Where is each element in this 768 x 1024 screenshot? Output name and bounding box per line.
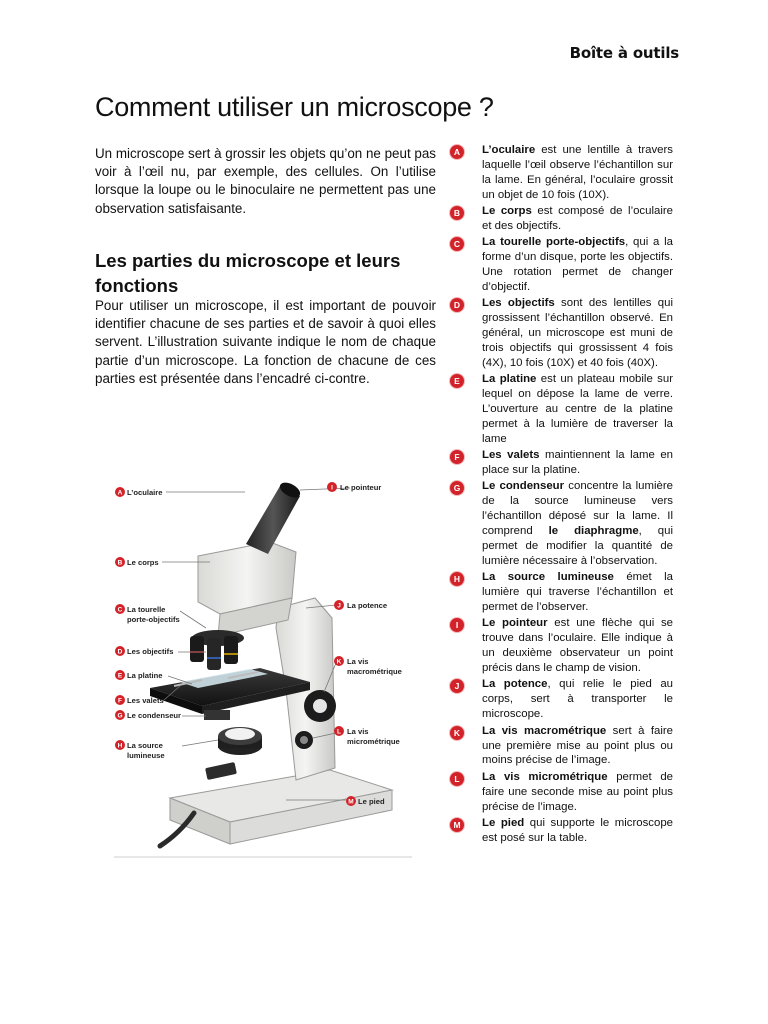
legend-description (482, 677, 673, 722)
section-paragraph: Pour utiliser un microscope, il est important de pouvoir identifier chacune de ses parties et de savoir à quoi elles servent. L’illustration suivante indique le nom de chaque partie d’un microscope. La fonction de chacune de ces parties est présentée dans l’encadré ci-contre. (95, 298, 436, 386)
legend-item-m (450, 816, 673, 846)
legend-term: La potence (482, 678, 548, 691)
legend-text: sont des lentilles qui grossissent l’échantillon observé. En général, un microscope est muni de trois objectifs qui grossissent 4 fois (4X), 10 fois (10X) et 40 fois (40X). (482, 297, 673, 370)
svg-text:K: K (336, 658, 342, 666)
svg-text:H: H (117, 742, 123, 750)
figure-label-l (334, 726, 400, 746)
letter-badge: E (450, 374, 464, 388)
legend-term: Le pointeur (482, 617, 548, 630)
svg-text:M: M (348, 798, 354, 806)
legend-item-f (450, 448, 673, 478)
letter-badge: I (450, 618, 464, 632)
legend-text: , qui permet de modifier la quantité de lumière nécessaire à l’observation. (482, 525, 673, 568)
legend-description (482, 296, 673, 371)
legend-description (482, 235, 673, 295)
legend-term: le diaphragme (548, 525, 639, 538)
svg-text:G: G (117, 712, 123, 720)
legend-description (482, 816, 673, 846)
letter-badge: F (450, 450, 464, 464)
legend-item-b (450, 204, 673, 234)
legend-description (482, 770, 673, 815)
figure-label-f (115, 695, 164, 705)
legend-item-l (450, 770, 673, 815)
svg-text:Le condenseur: Le condenseur (127, 711, 182, 720)
legend-term: La tourelle porte-objectifs (482, 236, 626, 249)
svg-text:Les valets: Les valets (127, 696, 164, 705)
figure-label-g (115, 710, 181, 720)
svg-text:La vis: La vis (347, 657, 369, 666)
legend-text: qui supporte le microscope est posé sur la table. (482, 816, 674, 844)
section-title: Les parties du microscope et leurs fonctions (95, 250, 401, 296)
legend-term: L’oculaire (482, 144, 536, 156)
letter-badge: J (450, 679, 464, 693)
microscope-drawing (110, 468, 412, 860)
legend-term: Le pied (482, 816, 525, 829)
legend-description (482, 143, 673, 203)
figure-label-i (327, 482, 381, 492)
figure-label-d (115, 646, 173, 656)
legend-item-c (450, 235, 673, 295)
legend-item-e (450, 372, 673, 447)
legend-item-i (450, 616, 673, 676)
legend-description (482, 616, 673, 676)
legend-text: émet la lumière qui traverse l’échantillon et permet de l’observer. (482, 571, 673, 614)
legend-description (482, 724, 673, 769)
svg-text:L: L (337, 728, 341, 736)
svg-text:Le pied: Le pied (358, 797, 385, 806)
svg-text:D: D (117, 648, 123, 656)
letter-badge: A (450, 145, 464, 159)
svg-text:L’oculaire: L’oculaire (127, 488, 163, 497)
svg-text:Le corps: Le corps (127, 558, 159, 567)
legend-text: , qui a la forme d’un disque, porte les objectifs. Une rotation permet de changer d’objectif. (482, 236, 674, 294)
letter-badge: K (450, 726, 464, 740)
parts-legend (450, 143, 673, 847)
legend-term: La source lumineuse (482, 571, 614, 584)
legend-term: La vis micrométrique (482, 770, 608, 783)
figure-label-c (115, 604, 180, 624)
legend-item-g (450, 479, 673, 569)
legend-description (482, 372, 673, 447)
svg-text:Le pointeur: Le pointeur (340, 483, 382, 492)
svg-text:La source: La source (127, 741, 163, 750)
legend-item-a (450, 143, 673, 203)
svg-text:Les objectifs: Les objectifs (127, 647, 174, 656)
legend-term: Les objectifs (482, 297, 555, 310)
figure-label-b (115, 557, 159, 567)
legend-text: est un plateau mobile sur lequel on dépose la lame de verre. L’ouverture au centre de la platine permet à la lumière de traverser la lame (482, 373, 674, 445)
figure-label-e (115, 670, 162, 680)
legend-text: est composé de l’oculaire et des objectifs. (482, 205, 673, 232)
svg-text:La platine: La platine (127, 671, 163, 680)
legend-term: Le condenseur (482, 480, 565, 493)
svg-text:lumineuse: lumineuse (127, 751, 165, 760)
legend-description (482, 448, 673, 478)
svg-text:I: I (331, 484, 333, 492)
figure-label-h (115, 740, 165, 760)
figure-label-m (346, 796, 385, 806)
legend-text: est une flèche qui se trouve dans l’oculaire. Elle indique à un deuxième observateur un point précis dans le champ de vision. (482, 617, 674, 675)
header-tag: Boîte à outils (569, 44, 679, 62)
page-title: Comment utiliser un microscope ? (95, 92, 494, 122)
svg-text:F: F (118, 697, 122, 705)
figure-label-k (334, 656, 402, 676)
legend-term: Le corps (482, 205, 532, 218)
legend-item-d (450, 296, 673, 371)
svg-text:E: E (117, 672, 123, 680)
legend-text: sert à faire une première mise au point plus ou moins précise de l’image. (482, 724, 674, 767)
letter-badge: B (450, 206, 464, 220)
intro-paragraph: Un microscope sert à grossir les objets qu’on ne peut pas voir à l’œil nu, par exemple, des cellules. On l’utilise lorsque la loupe ou le binoculaire ne permettent pas une observation satisfaisante. (95, 146, 436, 216)
legend-term: La vis macrométrique (482, 724, 607, 737)
legend-text: est une lentille à travers laquelle l’œil observe l’échantillon sur la lame. En général, l’oculaire grossit un objet de 10 fois (10X). (482, 144, 673, 201)
svg-text:La potence: La potence (347, 601, 388, 610)
svg-text:porte-objectifs: porte-objectifs (127, 615, 180, 624)
letter-badge: C (450, 237, 464, 251)
legend-item-h (450, 570, 673, 615)
letter-badge: D (450, 298, 464, 312)
svg-text:macrométrique: macrométrique (347, 667, 402, 676)
legend-description (482, 204, 673, 234)
svg-text:micrométrique: micrométrique (347, 737, 400, 746)
legend-text: permet de faire une seconde mise au point plus précise de l’image. (482, 770, 673, 813)
letter-badge: L (450, 772, 464, 786)
legend-text: , qui relie le pied au corps, sert à transporter le microscope. (482, 678, 673, 721)
legend-item-j (450, 677, 673, 722)
legend-description (482, 479, 673, 569)
letter-badge: H (450, 572, 464, 586)
figure-label-j (334, 600, 387, 610)
microscope-illustration (110, 468, 412, 860)
legend-text: maintiennent la lame en place sur la platine. (482, 449, 673, 477)
svg-text:C: C (117, 606, 123, 614)
svg-text:J: J (337, 602, 341, 610)
figure-label-a (115, 487, 162, 497)
svg-text:B: B (117, 559, 123, 567)
legend-text: concentre la lumière de la source lumineuse vers l’échantillon déposé sur la lame. Il comprend (482, 480, 673, 538)
letter-badge: M (450, 818, 464, 832)
svg-text:La vis: La vis (347, 727, 369, 736)
svg-text:A: A (117, 489, 123, 497)
legend-description (482, 570, 673, 615)
svg-text:La tourelle: La tourelle (127, 605, 166, 614)
letter-badge: G (450, 481, 464, 495)
legend-term: La platine (482, 373, 537, 386)
legend-item-k (450, 724, 673, 769)
legend-term: Les valets (482, 449, 540, 462)
